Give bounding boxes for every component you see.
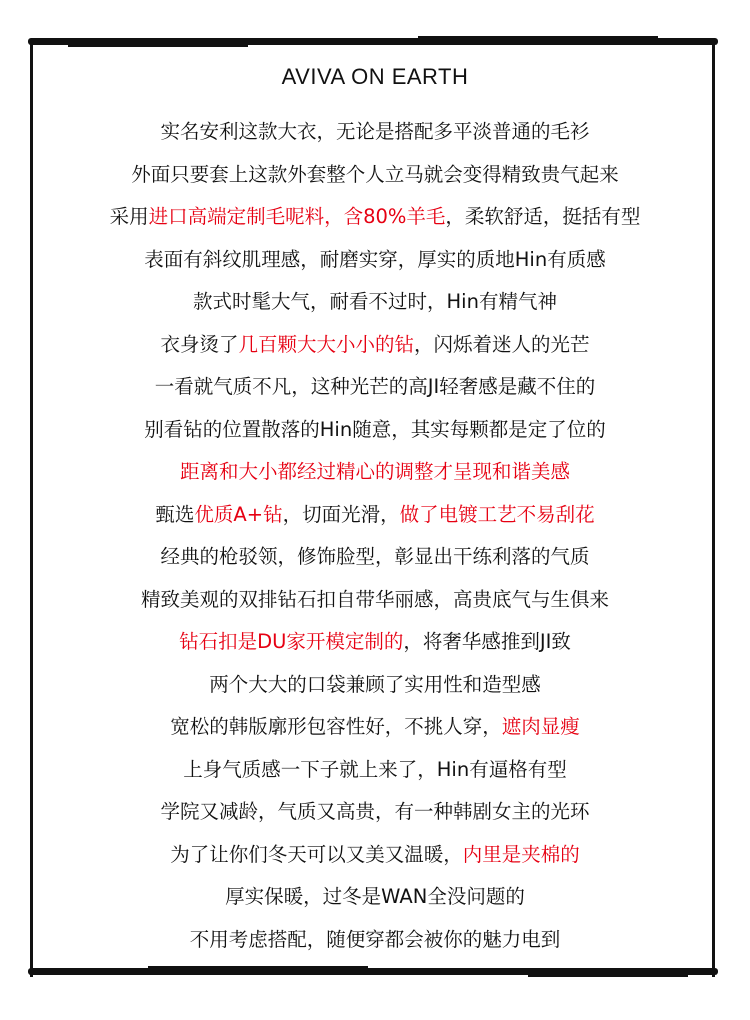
body-text: 厚实保暖，过冬是WAN全没问题的 [225,885,525,908]
body-text: 甄选 [155,502,195,526]
body-text: 款式时髦大气，耐看不过时，Hin有精气神 [193,290,557,313]
body-text: ，闪烁着迷人的光芒 [414,332,590,356]
brand-title: AVIVA ON EARTH [281,64,469,89]
body-text: 一看就气质不凡，这种光芒的高JI轻奢感是藏不住的 [154,375,596,398]
body-text: 精致美观的双排钻石扣自带华丽感，高贵底气与生俱来 [140,587,609,611]
body-text: 表面有斜纹肌理感，耐磨实穿，厚实的质地Hin有质感 [144,247,606,271]
body-text: ，柔软舒适，挺括有型 [445,205,641,228]
text-line [36,621,714,664]
highlight-text: 进口高端定制毛呢料，含80%羊毛 [148,205,446,228]
text-line [36,876,714,919]
body-text: 为了让你们冬天可以又美又温暖， [170,842,463,866]
text-line [36,536,714,579]
description-text [36,111,714,961]
highlight-text: 几百颗大大小小的钻 [238,332,414,356]
body-text: 上身气质感一下子就上来了，Hin有逼格有型 [183,757,567,781]
body-text: ，将奢华感推到JI致 [403,630,571,653]
body-text: ，切面光滑， [282,502,400,526]
text-line [36,239,714,282]
text-line [36,409,714,452]
highlight-text: 内里是夹棉的 [462,842,580,866]
highlight-text: 钻石扣是DU家开模定制的 [179,630,404,653]
text-line [36,706,714,749]
body-text: 别看钻的位置散落的Hin随意，其实每颗都是定了位的 [144,417,606,441]
text-line [36,749,714,792]
body-text: 采用 [109,205,149,228]
body-text: 外面只要套上这款外套整个人立马就会变得精致贵气起来 [131,162,619,186]
highlight-text: 做了电镀工艺不易刮花 [399,502,595,526]
body-text: 不用考虑搭配，随便穿都会被你的魅力电到 [189,927,561,951]
text-line [36,791,714,834]
body-text: 宽松的韩版廓形包容性好，不挑人穿， [170,715,502,738]
text-line [36,154,714,197]
highlight-text: 遮肉显瘦 [501,715,580,738]
body-text: 实名安利这款大衣，无论是搭配多平淡普通的毛衫 [160,120,590,143]
highlight-text: 距离和大小都经过精心的调整才呈现和谐美感 [179,460,570,483]
text-line [36,196,714,239]
text-line [36,281,714,324]
text-line [36,451,714,494]
body-text: 两个大大的口袋兼顾了实用性和造型感 [209,672,541,696]
text-line [36,324,714,367]
text-line [36,579,714,622]
text-line [36,919,714,962]
body-text: 经典的枪驳领，修饰脸型，彰显出干练利落的气质 [160,545,590,568]
bottom-border-rule [28,968,718,975]
text-line [36,111,714,154]
text-line [36,366,714,409]
body-text: 衣身烫了 [160,332,239,356]
body-text: 学院又减龄，气质又高贵，有一种韩剧女主的光环 [160,800,590,823]
highlight-text: 优质A+钻 [194,502,283,526]
text-line [36,834,714,877]
text-line [36,494,714,537]
text-line [36,664,714,707]
